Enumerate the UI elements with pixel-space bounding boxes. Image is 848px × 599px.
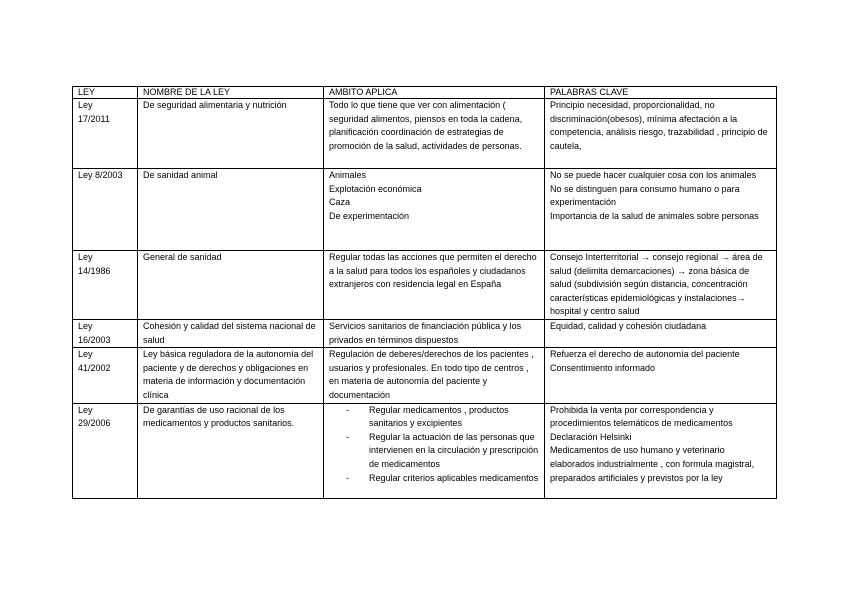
clave-text: Principio necesidad, proporcionalidad, no discriminación(obesos), mínima afectación a la competencia, análisis riesgo, trazabilidad , principio de cautela,	[550, 100, 768, 151]
nombre-text: Cohesión y calidad del sistema nacional de salud	[143, 320, 316, 345]
table-row	[73, 99, 777, 169]
dash-bullet: -	[346, 472, 349, 483]
cell-ambito	[324, 99, 545, 169]
cell-ley	[73, 251, 138, 320]
cell-ley	[73, 169, 138, 251]
clave-line: No se puede hacer cualquier cosa con los animales	[550, 170, 757, 180]
cell-nombre	[138, 251, 324, 320]
cell-palabras-clave	[545, 169, 777, 251]
clave-line: Consentimiento informado	[550, 362, 656, 373]
cell-nombre	[138, 99, 324, 169]
ley-line: 29/2006	[78, 418, 111, 429]
clave-line: Medicamentos de uso humano y veterinario elaborados industrialmente , con formula magistral, preparados artificiales y previstos por la ley	[550, 445, 755, 483]
clave-line: Prohibida la venta por correspondencia y procedimientos telemáticos de medicamentos	[550, 404, 733, 429]
clave-line: No se distinguen para consumo humano o para experimentación	[550, 183, 740, 208]
ambito-text: Todo lo que tiene que ver con alimentación ( seguridad alimentos, piensos en toda la cadena, planificación coordinación de estrategias de promoción de la salud, actividades de personas.	[329, 100, 523, 151]
ambito-text: Servicios sanitarios de financiación pública y los privados en términos dispuestos	[329, 320, 522, 345]
table-row	[73, 251, 777, 320]
dash-bullet: -	[346, 431, 349, 442]
clave-line: Declaración Helsinki	[550, 431, 632, 442]
ambito-line: Caza	[329, 197, 351, 208]
list-item-text: Regular la actuación de las personas que intervienen en la circulación y prescripción de medicamentos	[369, 431, 539, 469]
ley-line: 17/2011	[78, 113, 110, 124]
ambito-list	[329, 404, 539, 486]
dash-bullet: -	[346, 404, 349, 415]
cell-nombre	[138, 169, 324, 251]
header-ambito: AMBITO APLICA	[324, 87, 545, 99]
ley-line: 16/2003	[78, 334, 111, 345]
ley-line: Ley	[78, 252, 93, 262]
table-row	[73, 169, 777, 251]
clave-line: Refuerza el derecho de autonomía del paciente	[550, 349, 740, 360]
table-row	[73, 319, 777, 347]
clave-line: Importancia de la salud de animales sobre personas	[550, 210, 759, 221]
list-item	[346, 472, 539, 486]
nombre-text: Ley básica reguladora de la autonomía del paciente y de derechos y obligaciones en materia de información y documentación clínica	[143, 349, 314, 400]
nombre-text: De sanidad animal	[143, 170, 218, 180]
ambito-line: Explotación económica	[329, 183, 422, 194]
table-row	[73, 403, 777, 498]
header-nombre: NOMBRE DE LA LEY	[138, 87, 324, 99]
ley-line: Ley	[78, 320, 93, 331]
cell-palabras-clave	[545, 348, 777, 403]
cell-nombre	[138, 319, 324, 347]
ambito-line: Animales	[329, 170, 367, 180]
laws-table	[72, 86, 777, 499]
cell-ley	[73, 403, 138, 498]
ley-line: Ley	[78, 100, 93, 110]
header-ley: LEY	[73, 87, 138, 99]
cell-ley	[73, 319, 138, 347]
list-item-text: Regular medicamentos , productos sanitarios y excipientes	[369, 404, 509, 429]
ley-line: 14/1986	[78, 265, 111, 276]
nombre-text: De seguridad alimentaria y nutrición	[143, 100, 287, 110]
ley-line: Ley	[78, 404, 93, 415]
list-item-text: Regular criterios aplicables medicamentos	[369, 472, 539, 483]
cell-ley	[73, 348, 138, 403]
list-item	[346, 431, 539, 472]
nombre-text: General de sanidad	[143, 252, 222, 262]
header-palabras-clave: PALABRAS CLAVE	[545, 87, 777, 99]
list-item	[346, 404, 539, 431]
clave-text: Equidad, calidad y cohesión ciudadana	[550, 320, 707, 331]
cell-ambito	[324, 251, 545, 320]
clave-text: Consejo Interterritorial → consejo regional → área de salud (delimita demarcaciones) → zona básica de salud (subdivisión según distancia, concentración características epidemiológicas y instalaciones→ hospital y centro salud	[550, 252, 763, 317]
cell-palabras-clave	[545, 403, 777, 498]
ley-line: Ley 8/2003	[78, 170, 123, 180]
cell-ambito	[324, 319, 545, 347]
table-header-row	[73, 87, 777, 99]
ley-line: Ley	[78, 349, 93, 360]
cell-nombre	[138, 403, 324, 498]
ley-line: 41/2002	[78, 362, 111, 373]
cell-palabras-clave	[545, 319, 777, 347]
cell-ambito	[324, 403, 545, 498]
table-row	[73, 348, 777, 403]
ambito-text: Regulación de deberes/derechos de los pacientes , usuarios y profesionales. En todo tipo de centros , en materia de autonomía del paciente y documentación	[329, 349, 534, 400]
cell-palabras-clave	[545, 99, 777, 169]
cell-ambito	[324, 169, 545, 251]
cell-nombre	[138, 348, 324, 403]
nombre-text: De garantías de uso racional de los medicamentos y productos sanitarios.	[143, 404, 295, 429]
cell-ley	[73, 99, 138, 169]
ambito-text: Regular todas las acciones que permiten el derecho a la salud para todos los españoles y ciudadanos extranjeros con residencia legal en España	[329, 252, 537, 290]
cell-palabras-clave	[545, 251, 777, 320]
cell-ambito	[324, 348, 545, 403]
ambito-line: De experimentación	[329, 210, 410, 221]
